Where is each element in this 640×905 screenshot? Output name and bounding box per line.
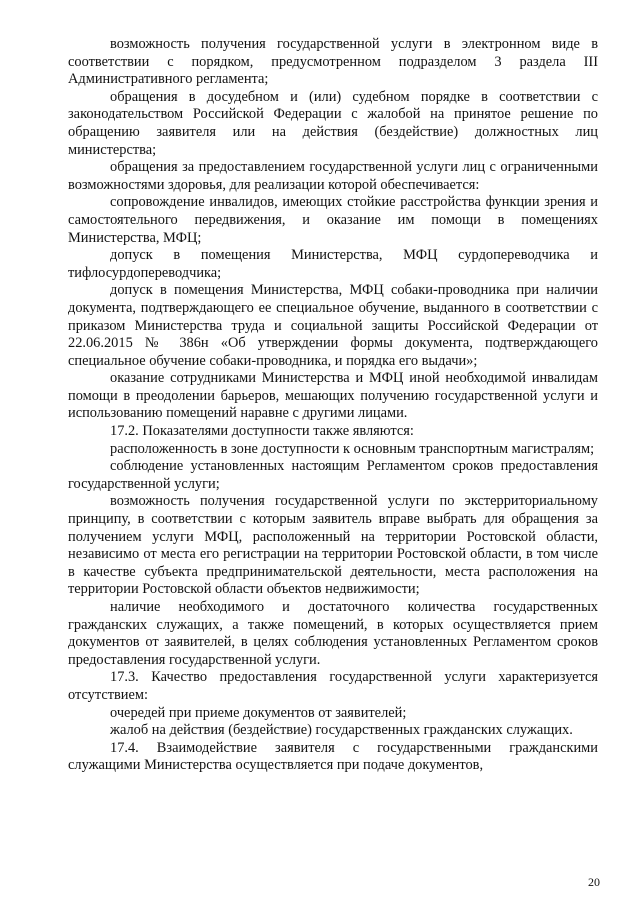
paragraph: обращения в досудебном и (или) судебном порядке в соответствии с законодательством Российской Федерации с жалобой на принятое решение по обращению заявителя или на действия (бездействие) должностных лиц министерства; xyxy=(68,88,598,158)
paragraph: очередей при приеме документов от заявителей; xyxy=(110,704,407,721)
paragraph: соблюдение установленных настоящим Регламентом сроков предоставления государственной услуги; xyxy=(68,458,598,492)
paragraph: возможность получения государственной услуги в электронном виде в соответствии с порядком, предусмотренном подразделом 3 раздела III Административного регламента; xyxy=(68,36,598,88)
paragraph: допуск в помещения Министерства, МФЦ собаки-проводника при наличии документа, подтверждающего ее специальное обучение, выданного в соответствии с приказом Министерства труда и социальной защиты Российской Федерации от 22.06.2015 № 386н «Об утверждении формы документа, подтверждающего специальное обучение собаки-проводника, и порядка его выдачи»; xyxy=(68,282,598,369)
page-number: 20 xyxy=(588,875,600,889)
paragraph: оказание сотрудниками Министерства и МФЦ иной необходимой инвалидам помощи в преодолении барьеров, мешающих получению государственной услуги и использованию помещений наравне с другими лицами. xyxy=(68,370,598,422)
paragraph: 17.3. Качество предоставления государственной услуги характеризуется отсутствием: xyxy=(68,669,598,703)
paragraph: обращения за предоставлением государственной услуги лиц с ограниченными возможностями здоровья, для реализации которой обеспечивается: xyxy=(68,159,598,193)
paragraph: возможность получения государственной услуги по экстерриториальному принципу, в соответствии с которым заявитель вправе выбрать для обращения за получением услуги МФЦ, расположенный на территории Ростовской области, независимо от места его регистрации на территории Ростовской области, в том числе в качестве субъекта предпринимательской деятельности, места расположения на территории Ростовской области объектов недвижимости; xyxy=(68,493,598,598)
paragraph: жалоб на действия (бездействие) государственных гражданских служащих. xyxy=(110,722,573,739)
paragraph: сопровождение инвалидов, имеющих стойкие расстройства функции зрения и самостоятельного передвижения, и оказание им помощи в помещениях Министерства, МФЦ; xyxy=(68,194,598,246)
paragraph: 17.2. Показателями доступности также являются: xyxy=(110,423,414,440)
paragraph: допуск в помещения Министерства, МФЦ сурдопереводчика и тифлосурдопереводчика; xyxy=(68,247,598,281)
paragraph: наличие необходимого и достаточного количества государственных гражданских служащих, а также помещений, в которых осуществляется прием документов от заявителей, в целях соблюдения установленных Регламентом сроков предоставления государственной услуги. xyxy=(68,599,598,668)
paragraph: 17.4. Взаимодействие заявителя с государственными гражданскими служащими Министерства осуществляется при подаче документов, xyxy=(68,739,598,774)
paragraph: расположенность в зоне доступности к основным транспортным магистралям; xyxy=(110,440,595,457)
document-body xyxy=(68,36,598,775)
